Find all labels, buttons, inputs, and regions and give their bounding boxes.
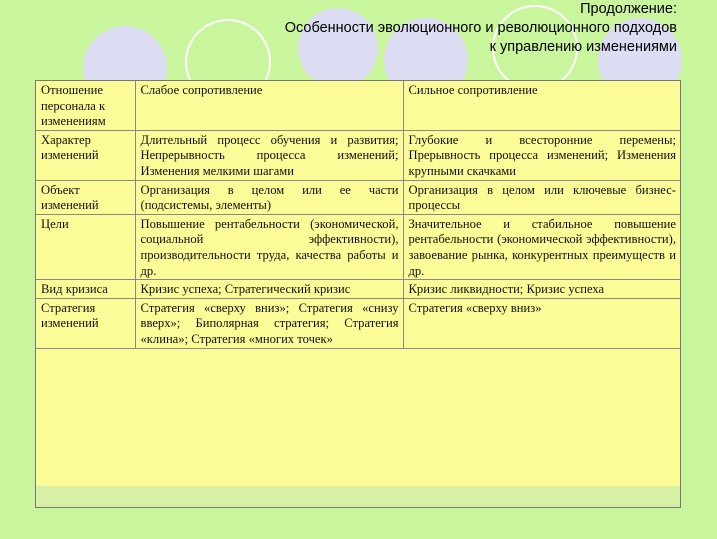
row-label: Цели [36,214,135,279]
row-label: Характер изменений [36,130,135,180]
cell-strong: Кризис ликвидности; Кризис успеха [403,280,680,299]
cell-weak: Организация в целом или ее части (подсистемы, элементы) [135,180,403,214]
cell-weak: Стратегия «сверху вниз»; Стратегия «снизу вверх»; Биполярная стратегия; Стратегия «клина»; Стратегия «многих точек» [135,298,403,348]
slide-title [285,0,677,57]
comparison-table [35,80,681,508]
cell-strong: Организация в целом или ключевые бизнес-процессы [403,180,680,214]
cell-strong: Глубокие и всесторонние перемены; Прерывность процесса изменений; Изменения крупными скачками [403,130,680,180]
table-header-row [36,81,680,130]
row-label: Объект изменений [36,180,135,214]
header-attitude: Отношение персонала к изменениям [36,81,135,130]
row-label: Стратегия изменений [36,298,135,348]
table-row [36,130,680,180]
cell-weak: Повышение рентабельности (экономической, социальной эффективности), производительности труда, качества работы и др. [135,214,403,279]
table-row [36,214,680,279]
cell-strong: Стратегия «сверху вниз» [403,298,680,348]
header-strong-resistance: Сильное сопротивление [403,81,680,130]
title-line-2: Особенности эволюционного и революционного подходов [284,20,677,36]
table-row [36,280,680,299]
header-weak-resistance: Слабое сопротивление [135,81,403,130]
cell-strong: Значительное и стабильное повышение рентабельности (экономической эффективности), завоевание рынка, конкурентных преимуществ и др. [403,214,680,279]
cell-weak: Кризис успеха; Стратегический кризис [135,280,403,299]
table-row [36,180,680,214]
table-footer-strip [36,486,680,507]
row-label: Вид кризиса [36,280,135,299]
cell-weak: Длительный процесс обучения и развития; Непрерывность процесса изменений; Изменения мелкими шагами [135,130,403,180]
title-line-1: Продолжение: [580,1,677,17]
title-line-3: к управлению изменениями [489,39,677,55]
table-row [36,298,680,348]
